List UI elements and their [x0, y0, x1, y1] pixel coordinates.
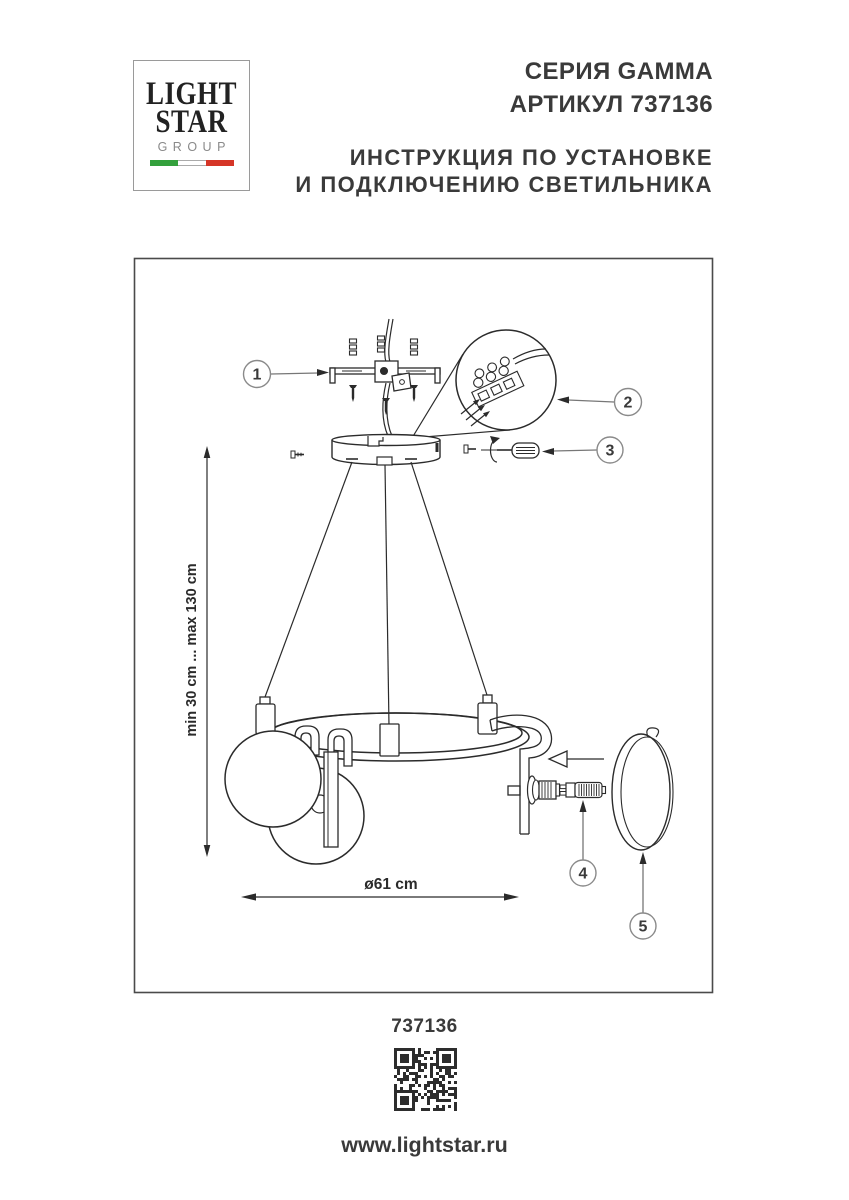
fixing-screw-small: [464, 445, 476, 453]
g9-bulb: [560, 783, 606, 798]
qr-code: [394, 1048, 457, 1111]
callout-3-number: 3: [605, 442, 615, 460]
logo-word-light: LIGHT: [145, 74, 238, 112]
screwdriver: [497, 443, 539, 458]
rotation-arrow: [481, 436, 510, 462]
insert-arrow: [549, 751, 604, 767]
suspension-cables: [265, 462, 487, 726]
article-label: АРТИКУЛ 737136: [509, 91, 713, 118]
sphere-shade-left: [225, 731, 321, 827]
mounting-screws: [349, 385, 418, 415]
diameter-dimension: [241, 876, 519, 901]
logo-word-group: GROUP: [157, 140, 231, 154]
glass-shade: [612, 728, 673, 850]
footer-website: www.lightstar.ru: [341, 1133, 508, 1157]
callout-2-number: 2: [623, 394, 633, 412]
title-line-1: ИНСТРУКЦИЯ ПО УСТАНОВКЕ: [349, 145, 713, 170]
canopy-side-slot: [436, 443, 439, 452]
callout-4-number: 4: [578, 865, 588, 883]
callout-1: [244, 361, 330, 388]
callout-3: [542, 437, 623, 463]
callout-5-number: 5: [638, 918, 648, 936]
height-dimension-label: min 30 cm ... max 130 cm: [184, 563, 200, 737]
callout-4: [570, 800, 596, 886]
canopy: [332, 435, 440, 466]
diameter-dimension-label: ø61 cm: [364, 876, 418, 893]
callout-1-number: 1: [252, 366, 262, 384]
footer-article-number: 737136: [391, 1016, 458, 1037]
title-line-2: И ПОДКЛЮЧЕНИЮ СВЕТИЛЬНИКА: [295, 172, 713, 197]
callout-2: [557, 389, 642, 416]
decor-bar-front: [324, 752, 338, 847]
arm-socket: [490, 715, 552, 834]
series-label: СЕРИЯ GAMMA: [524, 58, 713, 85]
height-dimension: [184, 446, 210, 857]
center-clamp: [380, 724, 399, 756]
wall-plugs: [350, 336, 418, 355]
terminal-detail: [412, 330, 556, 438]
logo-word-star: STAR: [155, 102, 228, 140]
canopy-side-screw: [291, 451, 304, 458]
lamp-socket: [528, 776, 560, 804]
callout-5: [630, 852, 656, 939]
